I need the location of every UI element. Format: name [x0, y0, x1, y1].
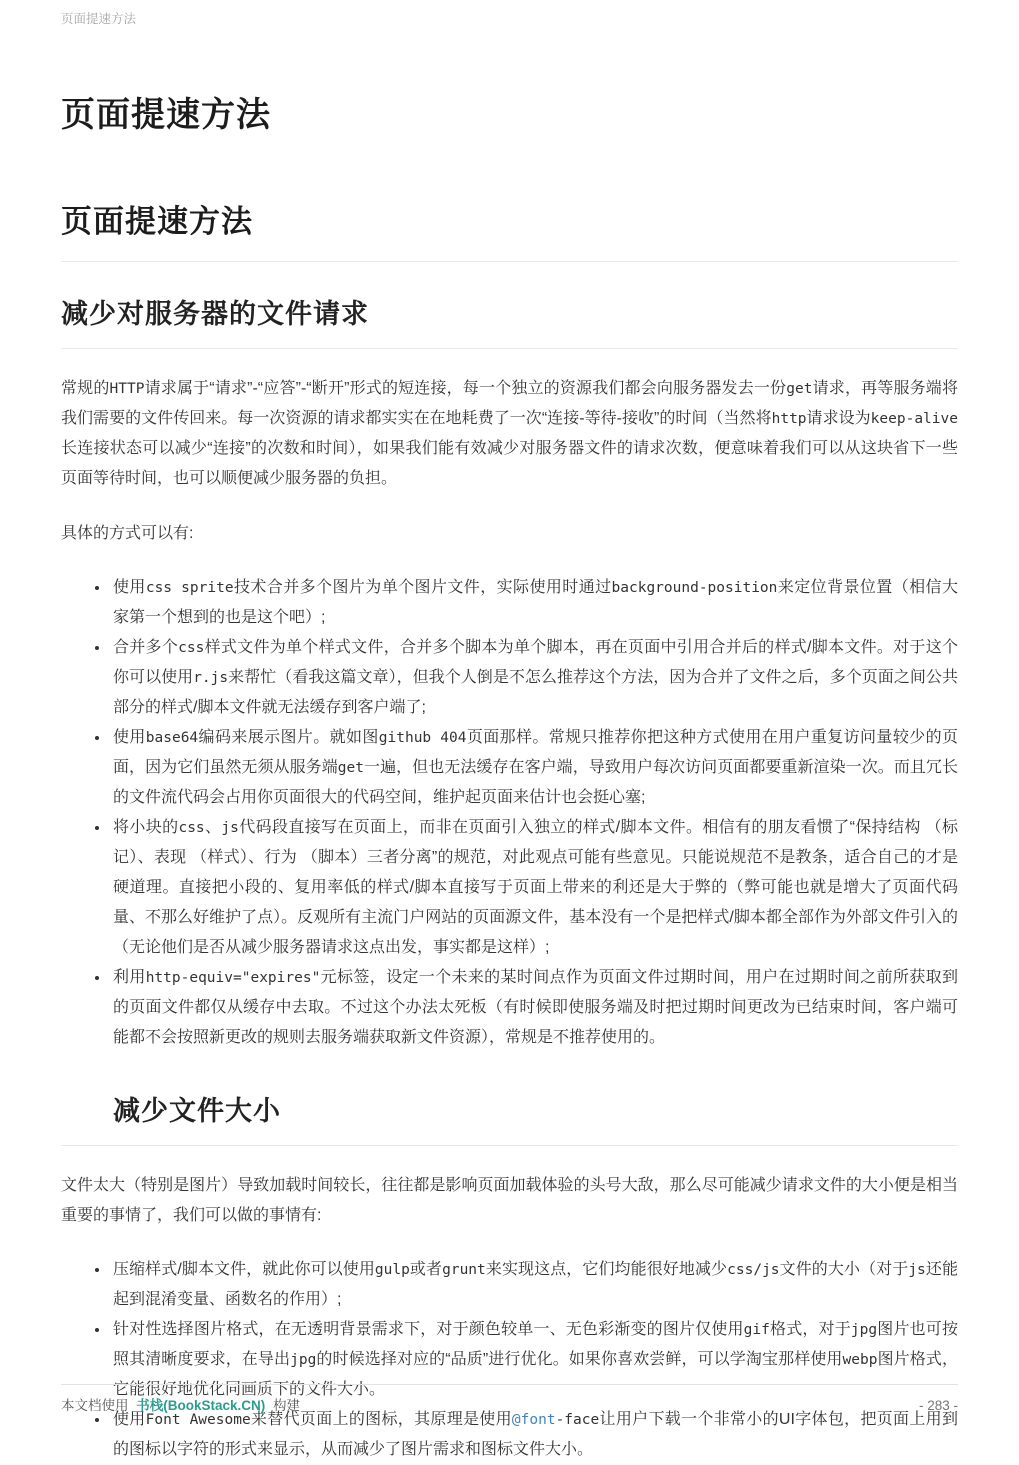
text-run: 来定位背景位置（相信大家第一个想到的也是这个吧）; — [113, 579, 958, 626]
footer-build-note — [61, 1394, 300, 1414]
list-item — [110, 1405, 958, 1465]
text-run: 请求属于“请求”-“应答”-“断开”形式的短连接，每一个独立的资源我们都会向服务器发去一份 — [144, 380, 787, 397]
text-run: 一遍，但也无法缓存在客户端，导致用户每次访问页面都要重新渲染一次。而且冗长的文件流代码会占用你页面很大的代码空间，维护起页面来估计也会挺心塞; — [113, 759, 958, 806]
inline-code: http — [771, 411, 807, 427]
footer-prefix: 本文档使用 — [61, 1398, 129, 1413]
inline-code: grunt — [442, 1262, 486, 1278]
inline-code: css — [178, 820, 205, 836]
footer-suffix: 构建 — [273, 1398, 301, 1413]
text-run: 使用 — [113, 729, 146, 746]
text-run: 针对性选择图片格式，在无透明背景需求下，对于颜色较单一、无色彩渐变的图片仅使用 — [113, 1321, 744, 1338]
inline-code: css sprite — [145, 580, 234, 596]
text-run: 或者 — [409, 1261, 443, 1278]
list-item — [110, 633, 958, 723]
paragraph-intro-filesize — [61, 1171, 958, 1231]
text-run: 长连接状态可以减少“连接”的次数和时间），如果我们能有效减少对服务器文件的请求次数，便意味着我们可以从这块省下一些页面等待时间，也可以顺便减少服务器的负担。 — [61, 440, 958, 487]
text-run: 请求设为 — [806, 410, 871, 427]
text-run: 合并多个 — [113, 639, 179, 656]
inline-code: css — [178, 640, 205, 656]
paragraph-intro-requests — [61, 374, 958, 494]
text-run: 请求，再等服务端将我们需要的文件传回来。每一次资源的请求都实实在在地耗费了一次“连接-等待-接收”的时间（当然将 — [61, 380, 958, 427]
text-run: 文件太大（特别是图片）导致加载时间较长，往往都是影响页面加载体验的头号大敌，那么尽可能减少请求文件的大小便是相当重要的事情了，我们可以做的事情有: — [61, 1177, 958, 1224]
inline-code: base64 — [145, 730, 199, 746]
section-heading-reduce-requests: 减少对服务器的文件请求 — [61, 292, 958, 349]
list-item — [110, 963, 958, 1053]
text-run: 常规的 — [61, 380, 110, 397]
list-item — [110, 723, 958, 813]
paragraph-lead: 具体的方式可以有: — [61, 525, 194, 542]
page-title: 页面提速方法 — [61, 96, 271, 134]
inline-code: github 404 — [378, 730, 467, 746]
document-title: 页面提速方法 — [61, 196, 958, 262]
page-number: - 283 - — [918, 1398, 958, 1413]
inline-code: js — [221, 820, 239, 836]
text-run: 将小块的 — [113, 819, 179, 836]
inline-code: gulp — [374, 1262, 410, 1278]
inline-code: css/js — [727, 1262, 780, 1278]
inline-code: get — [337, 760, 364, 776]
inline-code: HTTP — [109, 381, 145, 397]
text-run: 压缩样式/脚本文件，就此你可以使用 — [113, 1261, 375, 1278]
text-run: 样式文件为单个样式文件，合并多个脚本为单个脚本，再在页面中引用合并后的样式/脚本文件。对于这个你可以使用 — [113, 639, 958, 686]
text-run: 使用 — [113, 579, 146, 596]
text-run: 页面那样。常规只推荐你把这种方式使用在用户重复访问量较少的页面，因为它们虽然无须从服务端 — [113, 729, 958, 776]
bookstack-link[interactable]: 书栈(BookStack.CN) — [136, 1398, 266, 1413]
text-run: 元标签，设定一个未来的某时间点作为页面文件过期时间，用户在过期时间之前所获取到的页面文件都仅从缓存中去取。不过这个办法太死板（有时候即使服务端及时把过期时间更改为已结束时间，客户端可能都不会按照新更改的规则去服务端获取新文件资源），常规是不推荐使用的。 — [113, 969, 958, 1046]
list-item — [110, 813, 958, 963]
text-run: 、 — [204, 819, 222, 836]
running-header: 页面提速方法 — [61, 12, 137, 26]
text-run: 来实现这点，它们均能很好地减少 — [485, 1261, 728, 1278]
text-run: 使用 — [113, 1411, 146, 1428]
text-run: 图片格式，它能很好地优化同画质下的文件大小。 — [113, 1351, 958, 1398]
text-run: 来替代页面上的图标，其原理是使用 — [250, 1411, 512, 1428]
inline-code: get — [786, 381, 813, 397]
text-run: 图片也可按照其清晰度要求，在导出 — [113, 1321, 958, 1368]
inline-code: keep-alive — [870, 411, 958, 427]
inline-link[interactable]: @font — [511, 1412, 556, 1428]
list-item — [110, 1255, 958, 1315]
text-run: 来帮忙（看我这篇文章），但我个人倒是不怎么推荐这个方法，因为合并了文件之后，多个页面之间公共部分的样式/脚本文件就无法缓存到客户端了; — [113, 669, 958, 716]
inline-code: Font Awesome — [145, 1412, 251, 1428]
inline-code: http-equiv="expires" — [145, 970, 321, 986]
text-run: 利用 — [113, 969, 146, 986]
bullet-list-filesize — [61, 1255, 958, 1465]
text-run: 格式，对于 — [769, 1321, 851, 1338]
text-run: 代码段直接写在页面上，而非在页面引入独立的样式/脚本文件。相信有的朋友看惯了“保持结构 （标记）、表现 （样式）、行为 （脚本）三者分离”的规范，对此观点可能有些意见。只能说规范不是教条，适合自己的才是硬道理。直接把小段的、复用率低的样式/脚本直接写于页面上带来的利还是大于弊的（弊可能也就是增大了页面代码量、不那么好维护了点）。反观所有主流门户网站的页面源文件，基本没有一个是把样式/脚本都全部作为外部文件引入的（无论他们是否从减少服务器请求这点出发，事实都是这样）; — [113, 819, 958, 956]
text-run: 文件的大小（对于 — [779, 1261, 909, 1278]
inline-code: background-position — [611, 580, 778, 596]
inline-code: r.js — [193, 670, 229, 686]
bullet-list-requests — [61, 573, 958, 1053]
text-run: 技术合并多个图片为单个图片文件，实际使用时通过 — [233, 579, 612, 596]
inline-code: js — [908, 1262, 926, 1278]
text-run: 的时候选择对应的“品质”进行优化。如果你喜欢尝鲜，可以学淘宝那样使用 — [316, 1351, 843, 1368]
inline-code: webp — [842, 1352, 878, 1368]
inline-code: jpg — [290, 1352, 317, 1368]
list-item — [110, 573, 958, 633]
text-run: 让用户下载一个非常小的UI字体包，把页面上用到的图标以字符的形式来显示，从而减少了图片需求和图标文件大小。 — [113, 1411, 958, 1458]
inline-code: gif — [743, 1322, 770, 1338]
inline-code: -face — [555, 1412, 600, 1428]
section-heading-reduce-filesize: 减少文件大小 — [61, 1089, 958, 1146]
page-footer — [61, 1384, 958, 1414]
inline-code: jpg — [850, 1322, 878, 1338]
text-run: 还能起到混淆变量、函数名的作用）; — [113, 1261, 958, 1308]
text-run: 编码来展示图片。就如图 — [198, 729, 379, 746]
